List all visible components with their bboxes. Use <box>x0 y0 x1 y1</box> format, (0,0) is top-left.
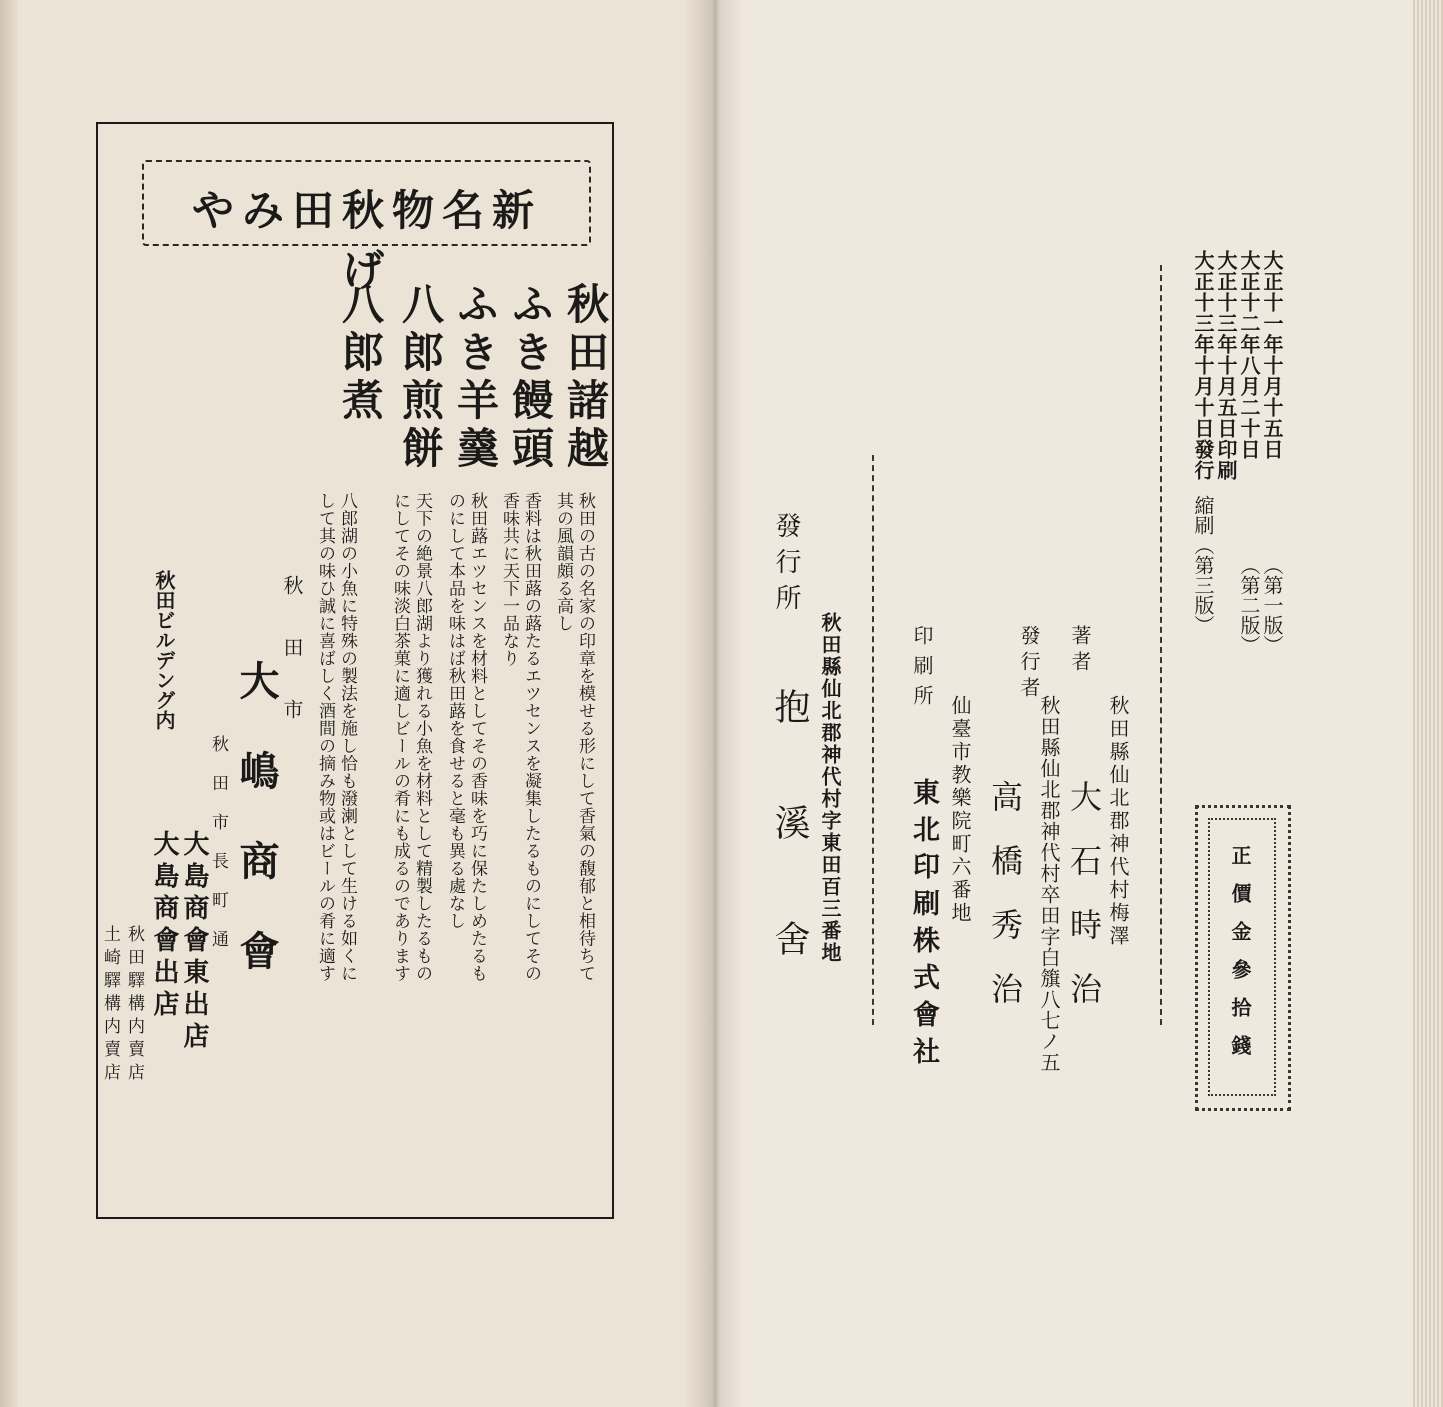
price-label: 正價金參拾錢 <box>1228 845 1252 1073</box>
author-label: 著者 <box>1068 625 1092 677</box>
product-description: 秋田蕗エツセンスを材料としてその香味を巧に保たしめたるも <box>467 492 487 982</box>
station-shop: 土崎驛構内賣店 <box>100 925 120 1086</box>
product-name: 八郎煮 <box>336 282 385 426</box>
publisher-name: 高橋秀治 <box>986 780 1024 1036</box>
publisher-label: 發行者 <box>1017 625 1041 703</box>
branch-name: 大島商會東出店 <box>179 830 209 1054</box>
print-date: 大正十二年八月二十日 <box>1237 250 1261 460</box>
product-description: 其の風韻頗る高し <box>553 492 573 632</box>
print-date: 大正十三年十月五日印刷 <box>1214 250 1238 481</box>
divider-line <box>872 455 874 1025</box>
edition-label: （第二版） <box>1237 555 1261 655</box>
product-name: 八郎煎餅 <box>396 282 445 474</box>
issuer-address: 秋田縣仙北郡神代村字東田百三番地 <box>818 612 842 964</box>
issuer-name: 抱溪舍 <box>769 688 810 1036</box>
print-date: 大正十一年十月十五日 <box>1260 250 1284 460</box>
print-date: 大正十三年十月十日發行 <box>1191 250 1215 481</box>
product-description: にしてその味淡白茶菓に適しビールの肴にも成るのであります <box>390 492 410 982</box>
product-description: 天下の絶景八郎湖より獲れる小魚を材料として精製したるもの <box>412 492 432 982</box>
product-name: ふき饅頭 <box>506 282 555 474</box>
product-description: 秋田の古の名家の印章を模せる形にして香氣の馥郁と相待ちて <box>575 492 595 982</box>
station-shop: 秋田驛構内賣店 <box>124 925 144 1086</box>
product-name: 秋田諸越 <box>561 282 610 474</box>
edition-label: （第一版） <box>1260 555 1284 655</box>
author-address: 秋田縣仙北郡神代村梅澤 <box>1106 695 1130 948</box>
branch-name: 大島商會出店 <box>149 830 179 1022</box>
ad-title: 新名物秋田みやげ <box>191 186 542 295</box>
product-description: して其の味ひ誠に喜ばしく酒間の摘み物或はビールの肴に適す <box>315 492 335 982</box>
product-description: 八郎湖の小魚に特殊の製法を施し恰も潑溂として生ける如くに <box>337 492 357 982</box>
printer-name: 東北印刷株式會社 <box>908 778 939 1074</box>
book-edge-right <box>1413 0 1443 1407</box>
product-name: ふき羊羹 <box>451 282 500 474</box>
printer-label: 印刷所 <box>910 625 934 715</box>
author-name: 大石時治 <box>1065 780 1103 1036</box>
product-description: 香味共に天下一品なり <box>499 492 519 667</box>
branch-building: 秋田ビルデング内 <box>152 570 176 730</box>
shop-name: 大嶋商會 <box>233 660 280 1020</box>
printer-address: 仙臺市教樂院町六番地 <box>948 695 972 925</box>
divider-line <box>1160 265 1162 1025</box>
publisher-address: 秋田縣仙北郡神代村卒田字白籏八七ノ五 <box>1037 695 1061 1073</box>
shop-address: 秋田市長町通 <box>208 735 228 969</box>
issuer-label: 發行所 <box>771 512 801 620</box>
edition-label: 縮刷（第三版） <box>1191 495 1215 635</box>
book-gutter <box>684 0 744 1407</box>
product-description: 香料は秋田蕗の蕗たるエツセンスを凝集したるものにしてその <box>521 492 541 982</box>
book-edge-left <box>0 0 18 1407</box>
shop-city: 秋田市 <box>280 575 304 761</box>
product-description: のにして本品を味はば秋田蕗を食せると毫も異る處なし <box>445 492 465 930</box>
